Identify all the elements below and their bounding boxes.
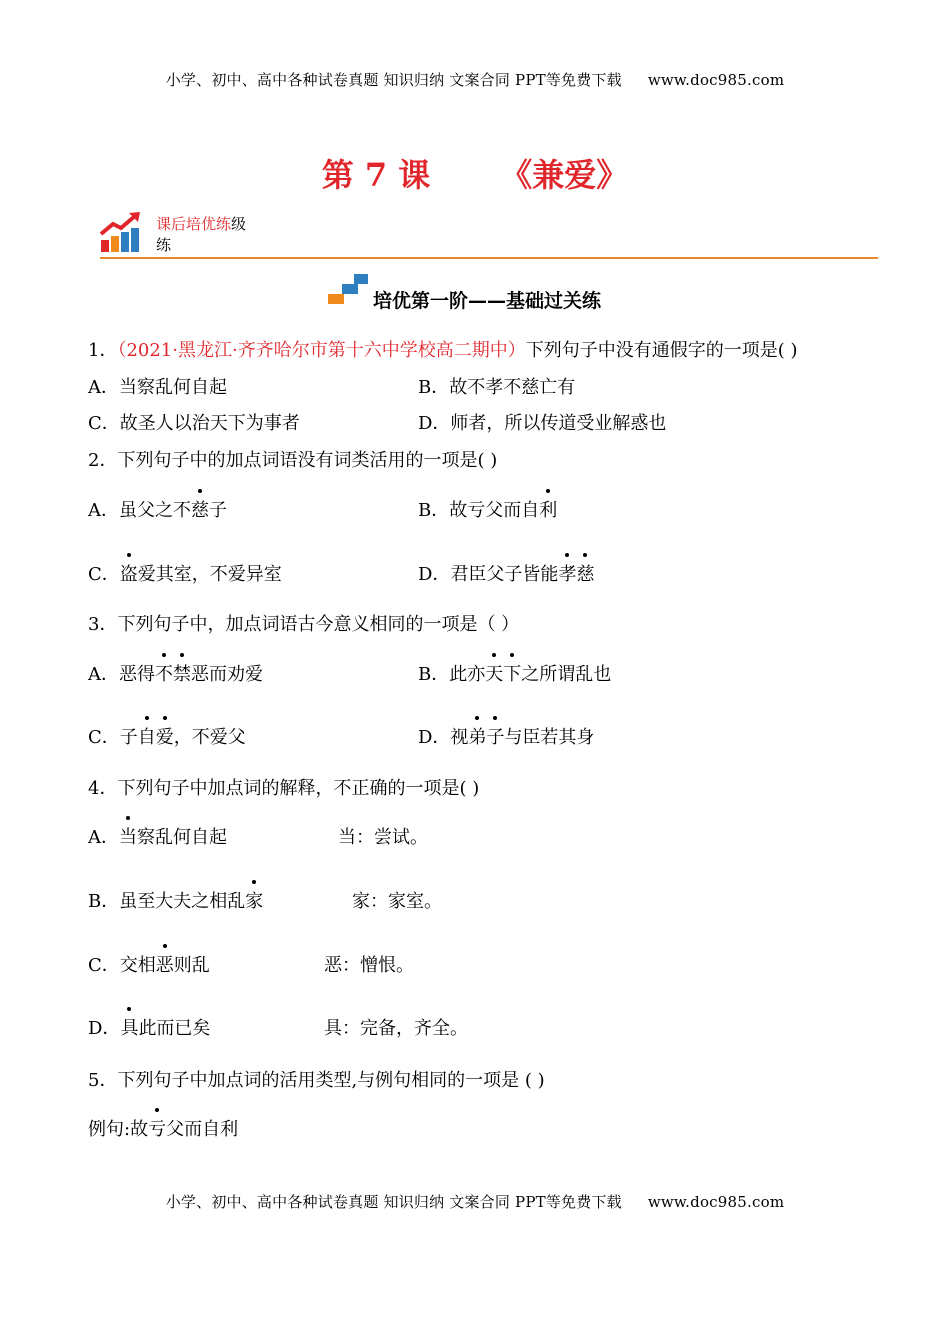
option-text: B．虽至大夫之相乱 xyxy=(88,891,246,912)
dotted-word: 利 xyxy=(539,496,557,522)
dotted-word: 盗 xyxy=(120,560,138,586)
option-text: A． xyxy=(88,827,119,848)
option-text: C． xyxy=(88,564,120,585)
option-text: D．视 xyxy=(418,727,469,748)
practice-badge xyxy=(156,214,246,256)
dotted-word: 禁 xyxy=(173,660,191,686)
growth-chart-icon xyxy=(99,210,143,254)
dotted-word: 慈 xyxy=(576,560,594,586)
page-footer xyxy=(0,1191,950,1212)
option-text: D．君臣父子皆能 xyxy=(418,564,559,585)
dotted-word: 子 xyxy=(486,723,504,749)
option-text: 子 xyxy=(209,500,227,521)
badge-text-1: 级 xyxy=(231,215,247,233)
badge-red-text: 课后培优练 xyxy=(156,215,232,233)
lesson-number: 第 7 课 xyxy=(321,156,431,194)
option-text: A．恶得 xyxy=(88,664,155,685)
dotted-word: 孝 xyxy=(558,560,576,586)
footer-text: 小学、初中、高中各种试卷真题 知识归纳 文案合同 PPT等免费下载 xyxy=(165,1193,622,1211)
dotted-word: 自 xyxy=(138,723,156,749)
option-text: 察乱何自起 xyxy=(137,827,227,848)
lesson-name: 《兼爱》 xyxy=(500,156,629,194)
question-4-stem: 4．下列句子中加点词的解释，不正确的一项是( ) xyxy=(88,778,480,799)
option-text: C．子 xyxy=(88,727,138,748)
dotted-word: 当 xyxy=(119,823,137,849)
question-4-option-d[interactable] xyxy=(88,1014,210,1040)
stairs-icon xyxy=(328,274,370,306)
option-text: 此而已矣 xyxy=(138,1018,211,1039)
option-text: A．虽父之不 xyxy=(88,500,191,521)
option-text: 与臣若其身 xyxy=(504,727,595,748)
option-text: 之所谓乱也 xyxy=(521,664,612,685)
question-1-option-c[interactable]: C．故圣人以治天下为事者 xyxy=(88,413,300,434)
question-3-option-a[interactable] xyxy=(88,660,263,686)
question-5-example xyxy=(88,1115,238,1141)
question-1-number: 1． xyxy=(88,340,118,361)
page-header xyxy=(0,69,950,90)
dotted-word: 爱 xyxy=(156,723,174,749)
question-2-option-a[interactable] xyxy=(88,496,227,522)
question-1-source: （2021·黑龙江·齐齐哈尔市第十六中学校高二期中） xyxy=(117,340,526,361)
option-text: 则乱 xyxy=(173,955,210,976)
question-4-d-explanation: 具：完备，齐全。 xyxy=(324,1018,468,1039)
header-text: 小学、初中、高中各种试卷真题 知识归纳 文案合同 PPT等免费下载 xyxy=(165,71,622,89)
header-url[interactable]: www.doc985.com xyxy=(647,71,785,89)
section-title: 培优第一阶——基础过关练 xyxy=(373,290,602,312)
question-2-stem: 2．下列句子中的加点词语没有词类活用的一项是( ) xyxy=(88,450,498,471)
example-text: 父而自利 xyxy=(166,1119,239,1140)
question-4-option-b[interactable] xyxy=(88,887,263,913)
option-text: 恶而劝爱 xyxy=(191,664,263,685)
question-3-option-b[interactable] xyxy=(418,660,611,686)
question-2-option-d[interactable] xyxy=(418,560,594,586)
question-1-stem xyxy=(88,336,797,362)
dotted-word: 家 xyxy=(245,887,263,913)
question-1-option-b[interactable]: B．故不孝不慈亡有 xyxy=(418,377,576,398)
footer-url[interactable]: www.doc985.com xyxy=(647,1193,785,1211)
dotted-word: 下 xyxy=(503,660,521,686)
question-4-b-explanation: 家：家室。 xyxy=(352,891,442,912)
dotted-word: 天 xyxy=(485,660,503,686)
option-text: C．交相 xyxy=(88,955,156,976)
question-2-option-c[interactable] xyxy=(88,560,282,586)
question-4-a-explanation: 当：尝试。 xyxy=(338,827,428,848)
dotted-word: 慈 xyxy=(191,496,209,522)
dotted-word: 不 xyxy=(155,660,173,686)
question-5-stem: 5．下列句子中加点词的活用类型,与例句相同的一项是 ( ) xyxy=(88,1070,545,1091)
option-text: ，不爱父 xyxy=(173,727,246,748)
dotted-word: 弟 xyxy=(468,723,486,749)
badge-text-2: 练 xyxy=(156,236,172,254)
option-text: D． xyxy=(88,1018,121,1039)
question-1-option-a[interactable]: A．当察乱何自起 xyxy=(88,377,227,398)
option-text: B．故亏父而自 xyxy=(418,500,540,521)
header-divider xyxy=(100,257,878,259)
question-1-option-d[interactable]: D．师者，所以传道受业解惑也 xyxy=(418,413,667,434)
option-text: B．此亦 xyxy=(418,664,486,685)
question-3-option-d[interactable] xyxy=(418,723,594,749)
question-3-option-c[interactable] xyxy=(88,723,246,749)
dotted-word: 恶 xyxy=(156,951,174,977)
question-4-option-c[interactable] xyxy=(88,951,210,977)
page-title xyxy=(0,150,950,196)
question-4-c-explanation: 恶：憎恨。 xyxy=(324,955,414,976)
example-text: 例句:故 xyxy=(88,1119,149,1140)
question-1-text: 下列句子中没有通假字的一项是( ) xyxy=(525,340,798,361)
dotted-word: 具 xyxy=(120,1014,138,1040)
question-3-stem: 3．下列句子中，加点词语古今意义相同的一项是（ ） xyxy=(88,614,520,635)
question-4-option-a[interactable] xyxy=(88,823,227,849)
option-text: 爱其室，不爱异室 xyxy=(137,564,282,585)
question-2-option-b[interactable] xyxy=(418,496,557,522)
dotted-word: 亏 xyxy=(148,1115,166,1141)
